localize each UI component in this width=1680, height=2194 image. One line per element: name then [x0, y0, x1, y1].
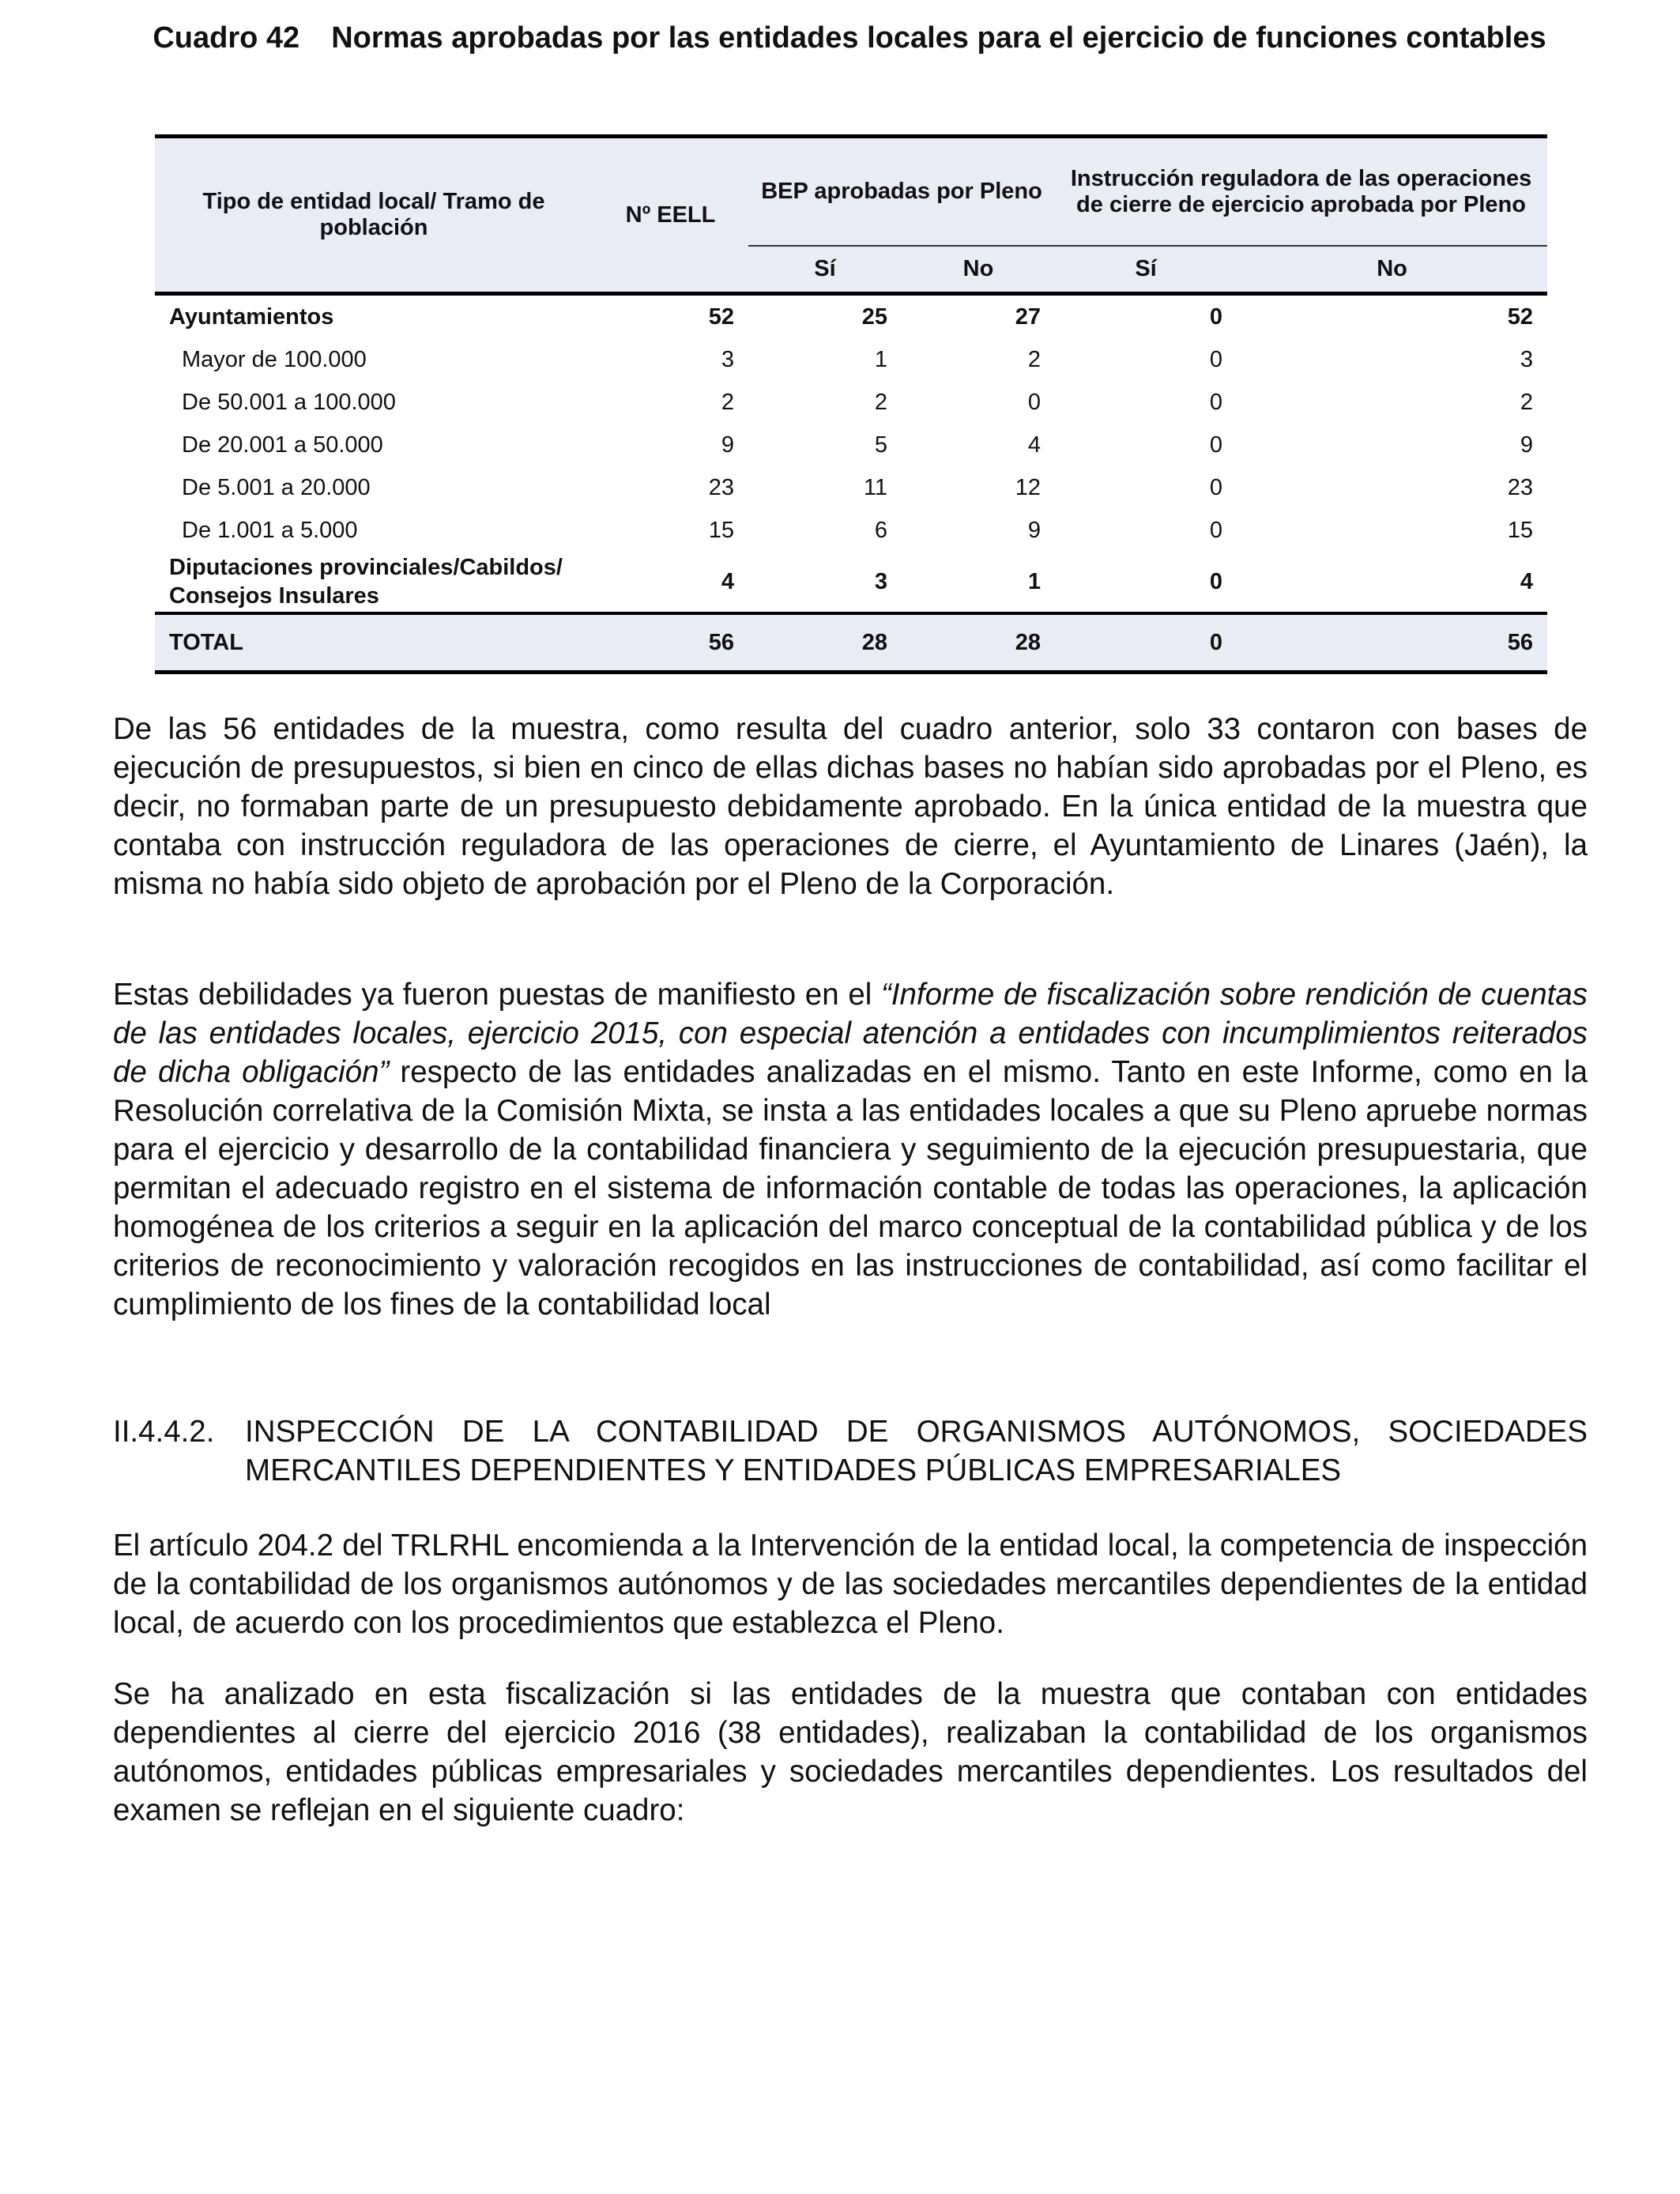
- header-count: Nº EELL: [593, 137, 748, 294]
- section-number: II.4.4.2.: [113, 1415, 215, 1449]
- cell-instr-no: 52: [1507, 303, 1534, 330]
- header-entity-type: Tipo de entidad local/ Tramo de población: [155, 137, 593, 294]
- cell-instr-si: 0: [1209, 569, 1223, 594]
- cell-instr-no: 9: [1520, 432, 1534, 458]
- paragraph-article: El artículo 204.2 del TRLRHL encomienda a la Intervención de la entidad local, la competencia de inspección de la contabilidad de los organismos autónomos y de las sociedades mercantiles dependientes de la entidad local, de acuerdo con los procedimientos que establezca el Pleno.: [113, 1529, 1588, 1640]
- cell-bep-no: 12: [1015, 474, 1042, 500]
- norms-table: [155, 134, 1547, 674]
- cell-count: 3: [721, 346, 734, 372]
- cell-count: 9: [721, 432, 734, 458]
- caption-number: Cuadro 42: [153, 21, 300, 55]
- cell-instr-no: 2: [1520, 389, 1534, 415]
- table-row: [155, 294, 1547, 339]
- row-label: Mayor de 100.000: [182, 346, 367, 372]
- cell-bep-si: 2: [874, 389, 887, 415]
- cell-instr-no: 15: [1507, 517, 1534, 543]
- table-row: [155, 509, 1547, 552]
- header-instr-no: No: [1237, 246, 1547, 294]
- table-row: [155, 552, 1547, 613]
- header-bep: BEP aprobadas por Pleno: [748, 137, 1055, 247]
- cell-bep-si: 5: [874, 432, 887, 458]
- section-heading: [113, 1412, 1588, 1490]
- row-label: Diputaciones provinciales/Cabildos/ Consejos Insulares: [169, 555, 563, 609]
- total-count: 56: [593, 613, 748, 673]
- total-instr-si: 0: [1055, 613, 1237, 673]
- cell-bep-si: 3: [874, 569, 887, 594]
- row-label: De 1.001 a 5.000: [182, 517, 358, 543]
- norms-table-container: [155, 134, 1547, 674]
- paragraph-weaknesses-start: Estas debilidades ya fueron puestas de manifiesto en el: [113, 978, 881, 1012]
- cell-bep-no: 9: [1027, 517, 1042, 543]
- cell-instr-si: 0: [1209, 346, 1223, 372]
- table-row: [155, 424, 1547, 466]
- cell-bep-si: 6: [874, 517, 887, 543]
- cell-count: 15: [708, 517, 734, 543]
- paragraph-weaknesses: [113, 975, 1588, 1324]
- total-bep-no: 28: [902, 613, 1055, 673]
- cell-bep-si: 11: [863, 474, 887, 500]
- cell-count: 4: [721, 569, 734, 594]
- cell-bep-no: 0: [1027, 389, 1042, 415]
- header-instruction: Instrucción reguladora de las operaciones de cierre de ejercicio aprobada por Pleno: [1055, 137, 1547, 247]
- total-label: TOTAL: [155, 613, 593, 673]
- row-label: De 50.001 a 100.000: [182, 389, 396, 415]
- section-title: INSPECCIÓN DE LA CONTABILIDAD DE ORGANISMOS AUTÓNOMOS, SOCIEDADES MERCANTILES DEPENDIENTES Y ENTIDADES PÚBLICAS EMPRESARIALES: [245, 1415, 1588, 1487]
- row-label: Ayuntamientos: [169, 303, 334, 330]
- cell-count: 2: [721, 389, 734, 415]
- paragraph-analysis: Se ha analizado en esta fiscalización si las entidades de la muestra que contaban con entidades dependientes al cierre del ejercicio 2016 (38 entidades), realizaban la contabilidad de los organismos autónomos, entidades públicas empresariales y sociedades mercantiles dependientes. Los resultados del examen se reflejan en el siguiente cuadro:: [113, 1677, 1588, 1827]
- cell-instr-si: 0: [1209, 517, 1223, 543]
- cell-instr-si: 0: [1209, 303, 1223, 330]
- paragraph-results: De las 56 entidades de la muestra, como resulta del cuadro anterior, solo 33 contaron con bases de ejecución de presupuestos, si bien en cinco de ellas dichas bases no habían sido aprobadas por el Pleno, es decir, no formaban parte de un presupuesto debidamente aprobado. En la única entidad de la muestra que contaba con instrucción reguladora de las operaciones de cierre, el Ayuntamiento de Linares (Jaén), la misma no había sido objeto de aprobación por el Pleno de la Corporación.: [113, 712, 1588, 901]
- cell-bep-no: 1: [1027, 569, 1042, 594]
- cell-instr-no: 3: [1520, 346, 1534, 372]
- header-bep-no: No: [902, 246, 1055, 294]
- row-label: De 20.001 a 50.000: [182, 432, 383, 458]
- cell-count: 23: [708, 474, 734, 500]
- cell-instr-no: 4: [1520, 569, 1534, 594]
- total-instr-no: 56: [1237, 613, 1547, 673]
- cell-bep-no: 4: [1027, 432, 1042, 458]
- cell-instr-no: 23: [1507, 474, 1534, 500]
- table-total-row: [155, 613, 1547, 673]
- report-title-citation: “Informe de fiscalización sobre rendición de cuentas de las entidades locales, ejercicio 2015, con especial atención a entidades con incumplimientos reiterados de dicha obligación”: [113, 978, 1588, 1089]
- cell-bep-si: 25: [861, 303, 887, 330]
- table-row: [155, 381, 1547, 424]
- table-row: [155, 338, 1547, 381]
- total-bep-si: 28: [748, 613, 902, 673]
- cell-bep-no: 2: [1027, 346, 1042, 372]
- header-bep-si: Sí: [748, 246, 902, 294]
- table-caption: [150, 17, 1549, 58]
- cell-instr-si: 0: [1209, 389, 1223, 415]
- caption-title: Normas aprobadas por las entidades locales para el ejercicio de funciones contables: [331, 21, 1546, 55]
- paragraph-weaknesses-end: respecto de las entidades analizadas en el mismo. Tanto en este Informe, como en la Resolución correlativa de la Comisión Mixta, se insta a las entidades locales a que su Pleno apruebe normas para el ejercicio y desarrollo de la contabilidad financiera y seguimiento de la ejecución presupuestaria, que permitan el adecuado registro en el sistema de información contable de todas las operaciones, la aplicación homogénea de los criterios a seguir en la aplicación del marco conceptual de la contabilidad pública y de los criterios de reconocimiento y valoración recogidos en las instrucciones de contabilidad, así como facilitar el cumplimiento de los fines de la contabilidad local: [113, 1055, 1588, 1321]
- cell-count: 52: [708, 303, 734, 330]
- cell-instr-si: 0: [1209, 474, 1223, 500]
- cell-bep-si: 1: [874, 346, 887, 372]
- table-row: [155, 466, 1547, 509]
- cell-bep-no: 27: [1015, 303, 1042, 330]
- header-instr-si: Sí: [1055, 246, 1237, 294]
- cell-instr-si: 0: [1209, 432, 1223, 458]
- row-label: De 5.001 a 20.000: [182, 474, 371, 500]
